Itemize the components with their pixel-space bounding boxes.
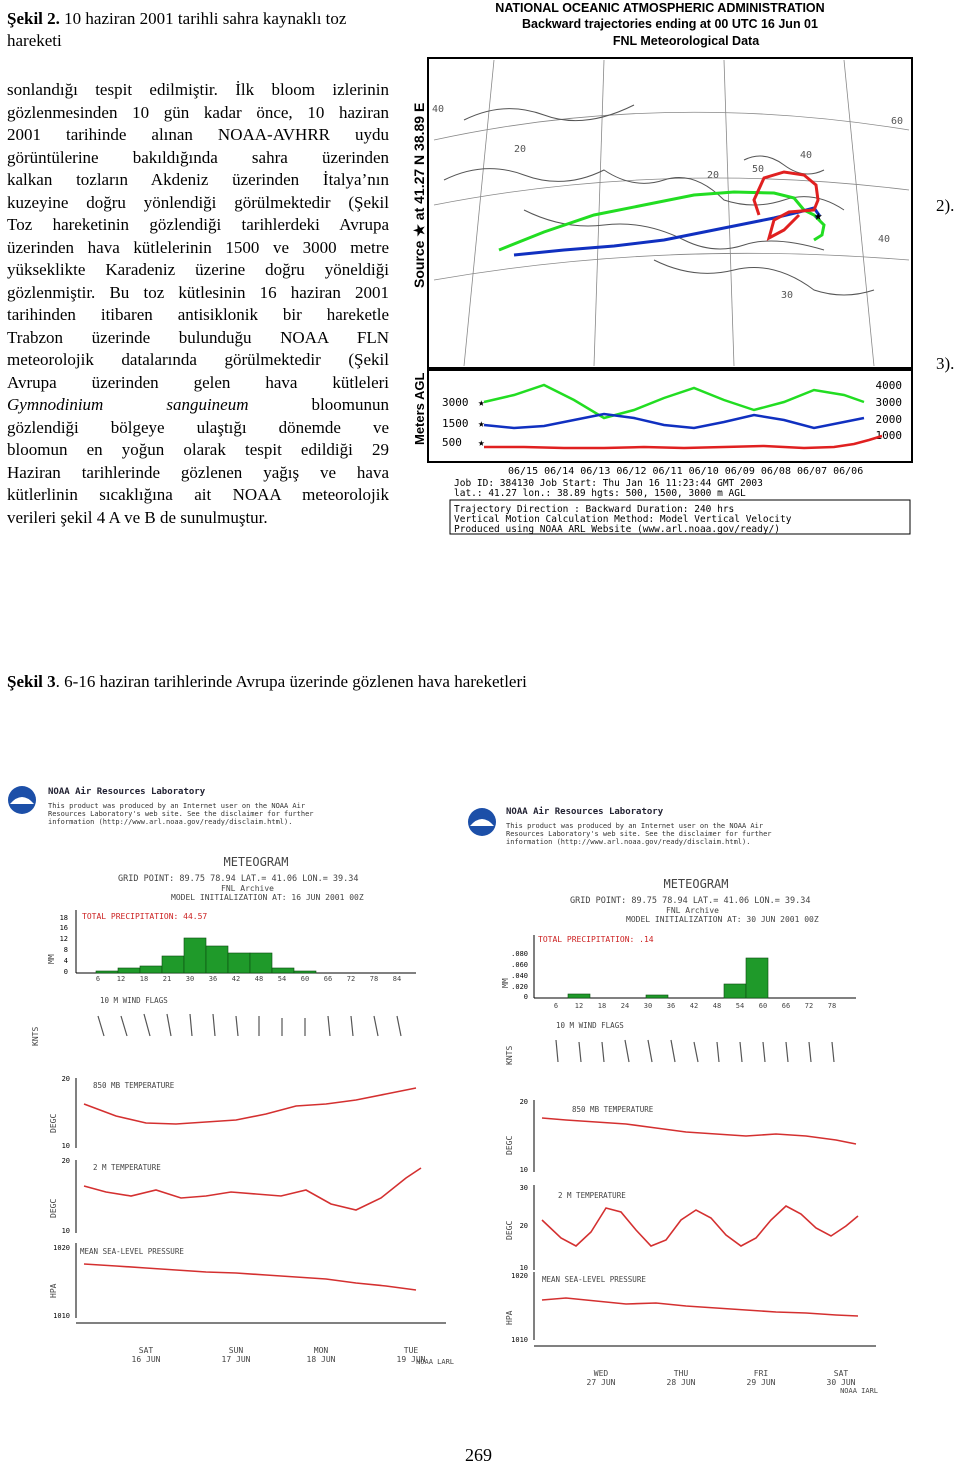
body-line: kütlerlinin sıcaklığına ait NOAA meteorolojik <box>7 485 389 504</box>
init-label: MODEL INITIALIZATION AT: 16 JUN 2001 00Z <box>171 893 364 902</box>
day-date: 18 JUN <box>306 1355 336 1364</box>
left-tick: 500 <box>442 436 462 449</box>
precip-tick: 18 <box>59 914 68 922</box>
disclaimer-3: information (http://www.arl.noaa.gov/ready/disclaim.html). <box>506 838 751 846</box>
body-line: sonlandığı tespit edilmiştir. İlk bloom izlerinin <box>7 80 389 99</box>
hour-tick: 48 <box>254 975 264 983</box>
job-line-1: Job ID: 384130 Job Start: Thu Jan 16 11:23:44 GMT 2003 <box>454 478 763 489</box>
body-word: bloomunun <box>311 395 389 414</box>
hour-tick: 36 <box>666 1002 676 1010</box>
source-label: Source ★ at 41.27 N 38.89 E <box>411 102 427 288</box>
meteogram-title: METEOGRAM <box>663 877 729 891</box>
precip-tick: 8 <box>63 946 68 954</box>
meteogram-b-svg <box>466 800 886 1400</box>
t2m-tick: 20 <box>519 1222 528 1230</box>
t850-tick: 10 <box>519 1166 528 1174</box>
disclaimer-2: Resources Laboratory's web site. See the disclaimer for further <box>48 810 314 818</box>
left-tick: 3000 <box>442 396 469 409</box>
day-date: 28 JUN <box>666 1378 696 1387</box>
hour-tick: 54 <box>735 1002 745 1010</box>
hour-tick: 54 <box>277 975 287 983</box>
hour-tick: 6 <box>553 1002 559 1010</box>
hour-tick: 78 <box>827 1002 837 1010</box>
precip-bar <box>250 953 272 973</box>
mslp-tick: 1020 <box>53 1244 70 1252</box>
trajectory-svg <box>404 0 916 536</box>
precip-bar <box>294 971 316 973</box>
grid-point: GRID POINT: 89.75 78.94 LAT.= 41.06 LON.= 39.34 <box>570 896 811 906</box>
body-line: tarihinden itibaren antisiklonik bir hareketle <box>7 305 389 324</box>
left-tick: 1500 <box>442 417 469 430</box>
mslp-label: MEAN SEA-LEVEL PRESSURE <box>80 1247 184 1256</box>
day-name: SAT <box>833 1369 849 1378</box>
precip-tick: .080 <box>511 950 528 958</box>
precip-bar <box>184 938 206 973</box>
map-label: 20 <box>707 170 720 181</box>
hour-tick: 24 <box>620 1002 630 1010</box>
t2m-tick: 20 <box>61 1157 70 1165</box>
mslp-line-b <box>542 1298 858 1316</box>
map-label: 30 <box>781 290 794 301</box>
map-label: 60 <box>891 116 904 127</box>
side-reference: 2). <box>936 196 955 215</box>
t850-label: 850 MB TEMPERATURE <box>572 1105 654 1114</box>
day-date: 30 JUN <box>826 1378 856 1387</box>
side-reference: 3). <box>936 354 955 373</box>
precip-bar <box>228 953 250 973</box>
meters-agl-label: Meters AGL <box>412 372 427 445</box>
meteogram-a-svg <box>6 778 456 1398</box>
job-line-2: lat.: 41.27 lon.: 38.89 hgts: 500, 1500, 3000 m AGL <box>454 488 746 499</box>
t2m-tick: 10 <box>61 1227 70 1235</box>
hour-tick: 36 <box>208 975 218 983</box>
noaa-logo-icon <box>8 786 36 814</box>
body-line: meteorolojik datalarında görülmektedir (Şekil <box>7 350 389 369</box>
day-name: MON <box>313 1346 329 1355</box>
figure-2-caption <box>7 8 397 52</box>
map-label: 40 <box>800 150 813 161</box>
body-line: bloomun en yoğun olarak tespit edildiği 29 <box>7 440 389 459</box>
mslp-line-a <box>84 1264 416 1290</box>
precip-bar <box>96 971 118 973</box>
map-label: 50 <box>752 164 765 175</box>
figure-3-label: Şekil 3 <box>7 672 56 691</box>
body-line-italic <box>7 394 389 417</box>
day-name: THU <box>673 1369 689 1378</box>
body-line: kuzeyine doğru yönlendiği görülmektedir (Şekil <box>7 192 389 212</box>
right-tick: 4000 <box>875 379 902 392</box>
hour-tick: 30 <box>643 1002 653 1010</box>
day-name: SUN <box>228 1346 244 1355</box>
t850-line-a <box>84 1088 416 1124</box>
degc-label-2: DEGC <box>49 1198 58 1218</box>
hour-tick: 66 <box>781 1002 791 1010</box>
map-label: 20 <box>514 144 527 155</box>
hour-tick: 48 <box>712 1002 722 1010</box>
archive-label: FNL Archive <box>221 884 274 893</box>
degc-label: DEGC <box>505 1135 514 1155</box>
star-icon: ★ <box>478 396 485 409</box>
body-line: Toz hareketinin gözlendiği tarihlerdeki Avrupa <box>7 215 389 234</box>
precip-tick: .040 <box>511 972 528 980</box>
body-paragraph <box>7 79 389 529</box>
traj-header-1: NATIONAL OCEANIC ATMOSPHERIC ADMINISTRATION <box>495 1 825 15</box>
wind-label: 10 M WIND FLAGS <box>100 996 168 1005</box>
disclaimer-2: Resources Laboratory's web site. See the disclaimer for further <box>506 830 772 838</box>
archive-label: FNL Archive <box>666 906 719 915</box>
figure-3-caption-text: . 6-16 haziran tarihlerinde Avrupa üzerinde gözlenen hava hareketleri <box>55 672 527 691</box>
mm-label: MM <box>501 978 510 988</box>
hour-tick: 21 <box>162 975 172 983</box>
precip-tick: 16 <box>59 924 68 932</box>
precip-bar <box>140 966 162 973</box>
lab-name: NOAA Air Resources Laboratory <box>506 807 664 817</box>
map-label: 40 <box>878 234 891 245</box>
footer-line-2: Vertical Motion Calculation Method: Model Vertical Velocity <box>454 514 792 525</box>
precip-bar <box>162 956 184 973</box>
hour-tick: 84 <box>392 975 402 983</box>
disclaimer-1: This product was produced by an Internet user on the NOAA Air <box>506 822 764 830</box>
traj-dates: 06/15 06/14 06/13 06/12 06/11 06/10 06/09 06/08 06/07 06/06 <box>508 466 864 477</box>
hour-tick: 42 <box>231 975 241 983</box>
day-date: 19 JUN <box>396 1355 426 1364</box>
day-date: 16 JUN <box>131 1355 161 1364</box>
day-date: 29 JUN <box>746 1378 776 1387</box>
body-line: gözlenmiştir. Bu toz kütlesinin 16 haziran 2001 <box>7 282 389 302</box>
body-line: kalkan tozların Akdeniz üzerinden İtalya’nın <box>7 170 389 189</box>
body-line: Trabzon üzerinde bulunduğu NOAA FLN <box>7 327 389 347</box>
t2m-tick: 30 <box>519 1184 528 1192</box>
mslp-tick: 1010 <box>511 1336 528 1344</box>
hour-ticks-a <box>96 975 401 983</box>
traj-header-2: Backward trajectories ending at 00 UTC 16 Jun 01 <box>522 17 818 31</box>
figure-2-caption-text: 10 haziran 2001 tarihli sahra kaynaklı toz hareketi <box>7 9 347 50</box>
precip-bars-a <box>96 938 316 973</box>
t2m-line-a <box>84 1168 421 1210</box>
day-name: FRI <box>753 1369 769 1378</box>
star-icon: ★ <box>478 436 485 449</box>
map-label: 40 <box>432 104 445 115</box>
t850-line-b <box>542 1118 856 1144</box>
knts-label: KNTS <box>31 1026 40 1046</box>
precip-bar <box>206 946 228 973</box>
precip-bar <box>568 994 590 998</box>
hour-tick: 12 <box>574 1002 584 1010</box>
mslp-tick: 1010 <box>53 1312 70 1320</box>
t850-tick: 20 <box>61 1075 70 1083</box>
precip-bar <box>272 968 294 973</box>
precip-tick: 4 <box>63 957 68 965</box>
noaa-logo-icon <box>468 808 496 836</box>
mslp-label: MEAN SEA-LEVEL PRESSURE <box>542 1275 646 1284</box>
precip-tick: 0 <box>523 993 528 1001</box>
meteogram-a <box>6 778 456 1398</box>
traj-header-3: FNL Meteorological Data <box>612 34 760 48</box>
degc-label: DEGC <box>49 1113 58 1133</box>
map-frame <box>428 58 912 368</box>
body-line: yükseklikte Karadeniz üzerine doğru yöneldiği <box>7 260 389 279</box>
lab-name: NOAA Air Resources Laboratory <box>48 787 206 797</box>
wind-label: 10 M WIND FLAGS <box>556 1021 624 1030</box>
precip-bar <box>746 958 768 998</box>
hour-tick: 66 <box>323 975 333 983</box>
source-star-icon: ★ <box>814 208 823 224</box>
hour-tick: 18 <box>139 975 149 983</box>
wind-flags-b <box>556 1040 834 1062</box>
right-tick: 2000 <box>875 413 902 426</box>
body-line: 2001 tarihinde alınan NOAA-AVHRR uydu <box>7 125 389 144</box>
hour-tick: 72 <box>804 1002 814 1010</box>
knts-label: KNTS <box>505 1045 514 1065</box>
hpa-label: HPA <box>505 1310 514 1325</box>
precip-bar <box>646 995 668 998</box>
hour-tick: 60 <box>758 1002 768 1010</box>
mm-label: MM <box>47 954 56 964</box>
right-tick: 3000 <box>875 396 902 409</box>
init-label: MODEL INITIALIZATION AT: 30 JUN 2001 00Z <box>626 915 819 924</box>
precip-tick: .060 <box>511 961 528 969</box>
footer-line-1: Trajectory Direction : Backward Duration: 240 hrs <box>454 504 735 515</box>
trajectory-figure <box>404 0 916 536</box>
days-b <box>587 1369 856 1387</box>
wind-flags-a <box>98 1014 401 1036</box>
precip-tick: 12 <box>59 935 68 943</box>
body-line: üzerinden hava kütlelerinin 1500 ve 3000 metre <box>7 237 389 257</box>
body-line: verileri şekil 4 A ve B de sunulmuştur. <box>7 507 268 527</box>
precip-tick: 0 <box>63 968 68 976</box>
precip-total: TOTAL PRECIPITATION: .14 <box>538 935 654 944</box>
day-date: 17 JUN <box>221 1355 251 1364</box>
day-name: WED <box>593 1369 609 1378</box>
t850-label: 850 MB TEMPERATURE <box>93 1081 175 1090</box>
precip-bar <box>118 968 140 973</box>
body-line: Avrupa üzerinden gelen hava kütleleri <box>7 372 389 392</box>
day-date: 27 JUN <box>586 1378 616 1387</box>
footer-mark: NOAA IARL <box>840 1387 878 1395</box>
star-icon: ★ <box>478 417 485 430</box>
hour-tick: 30 <box>185 975 195 983</box>
t2m-tick: 10 <box>519 1264 528 1272</box>
disclaimer-3: information (http://www.arl.noaa.gov/ready/disclaim.html). <box>48 818 293 826</box>
day-name: SAT <box>138 1346 154 1355</box>
body-line: Haziran tarihlerinde gözlenen yağış ve hava <box>7 462 389 482</box>
body-line: gözlenmesinden 10 gün kadar önce, 10 haziran <box>7 102 389 122</box>
t2m-line-b <box>542 1206 858 1246</box>
right-tick: 1000 <box>875 429 902 442</box>
degc-label-2: DEGC <box>505 1220 514 1240</box>
meteogram-b <box>466 800 886 1400</box>
mslp-tick: 1020 <box>511 1272 528 1280</box>
days-a <box>132 1346 426 1364</box>
hour-tick: 60 <box>300 975 310 983</box>
body-line: görüntülerine bakıldığında sahra üzerinden <box>7 147 389 167</box>
precip-tick: .020 <box>511 983 528 991</box>
figure-3-caption <box>7 671 907 693</box>
t850-tick: 10 <box>61 1142 70 1150</box>
hour-tick: 42 <box>689 1002 699 1010</box>
t850-tick: 20 <box>519 1098 528 1106</box>
figure-2-label: Şekil 2. <box>7 9 60 28</box>
footer-mark: NOAA LARL <box>416 1358 454 1366</box>
precip-bar <box>724 984 746 998</box>
precip-total: TOTAL PRECIPITATION: 44.57 <box>82 912 208 921</box>
page-number: 269 <box>465 1445 492 1465</box>
grid-point: GRID POINT: 89.75 78.94 LAT.= 41.06 LON.= 39.34 <box>118 874 359 884</box>
hour-tick: 72 <box>346 975 356 983</box>
precip-bars-b <box>568 958 768 998</box>
hour-tick: 12 <box>116 975 126 983</box>
species-genus: Gymnodinium <box>7 395 104 414</box>
day-name: TUE <box>403 1346 419 1355</box>
t2m-label: 2 M TEMPERATURE <box>558 1191 626 1200</box>
body-line: gözlendiği bölgeye ulaştığı dönemde ve <box>7 417 389 437</box>
t2m-label: 2 M TEMPERATURE <box>93 1163 161 1172</box>
hour-ticks-b <box>554 1002 836 1010</box>
meteogram-title: METEOGRAM <box>223 855 289 869</box>
footer-line-3: Produced using NOAA ARL Website (www.arl.noaa.gov/ready/) <box>454 524 781 535</box>
hour-tick: 18 <box>597 1002 607 1010</box>
hpa-label: HPA <box>49 1283 58 1298</box>
hour-tick: 6 <box>95 975 101 983</box>
disclaimer-1: This product was produced by an Internet user on the NOAA Air <box>48 802 306 810</box>
species-epithet: sanguineum <box>166 395 249 414</box>
hour-tick: 78 <box>369 975 379 983</box>
